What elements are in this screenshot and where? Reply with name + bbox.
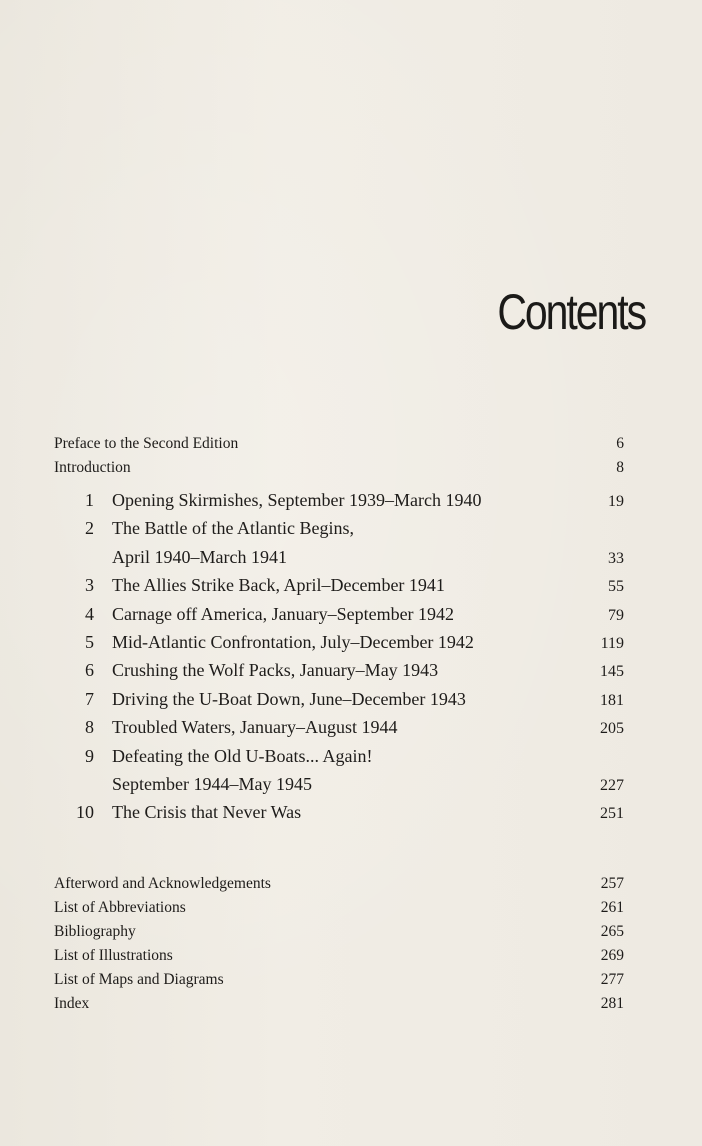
chapter-number: 2: [85, 518, 94, 539]
chapter-page-number: 227: [600, 776, 624, 794]
chapter-number: 3: [85, 575, 94, 596]
chapter-title-line: The Battle of the Atlantic Begins,: [112, 518, 354, 539]
back-matter-entry: [54, 896, 624, 920]
chapter-entry: [54, 571, 624, 599]
chapter-entry: [54, 514, 624, 571]
chapter-number: 5: [85, 631, 94, 652]
chapter-entry: [54, 600, 624, 628]
chapter-title-line: The Crisis that Never Was: [112, 802, 302, 823]
back-matter-entry: [54, 968, 624, 992]
chapter-title-line: The Allies Strike Back, April–December 1941: [112, 575, 445, 596]
chapter-title-line: September 1944–May 1945: [112, 773, 312, 794]
entry-title: Index: [54, 995, 90, 1012]
chapter-title-line: Defeating the Old U-Boats... Again!: [112, 745, 373, 766]
chapter-title-line: April 1940–March 1941: [112, 546, 287, 567]
chapter-page-number: 33: [608, 549, 624, 567]
chapter-number: 7: [85, 688, 94, 709]
entry-page-number: 8: [616, 459, 624, 476]
chapter-number: 1: [85, 490, 94, 510]
chapter-entry: [54, 656, 624, 684]
contents-heading: Contents: [497, 284, 646, 340]
entry-page-number: 277: [600, 971, 624, 988]
chapter-title-line: Opening Skirmishes, September 1939–March 1940: [112, 490, 482, 510]
entry-title: List of Abbreviations: [54, 899, 186, 916]
chapter-number: 4: [85, 603, 94, 624]
back-matter-entry: [54, 992, 624, 1016]
chapter-page-number: 119: [600, 634, 624, 652]
back-matter-entry: [54, 944, 624, 968]
front-matter-entry: [54, 432, 624, 456]
chapter-number: 9: [85, 745, 94, 766]
chapter-title-line: Carnage off America, January–September 1942: [112, 603, 455, 624]
chapter-number: 10: [76, 802, 94, 823]
entry-page-number: 281: [600, 995, 624, 1012]
entry-title: List of Maps and Diagrams: [54, 971, 224, 988]
front-matter-list: [54, 432, 624, 480]
entry-page-number: 269: [600, 947, 624, 964]
entry-page-number: 265: [600, 923, 624, 940]
chapter-entry: [54, 798, 624, 826]
chapter-entry: [54, 713, 624, 741]
chapter-page-number: 79: [608, 606, 624, 624]
chapter-entry: [54, 742, 624, 799]
chapter-entry: [54, 685, 624, 713]
chapter-title-line: Troubled Waters, January–August 1944: [112, 717, 398, 738]
entry-page-number: 6: [616, 435, 624, 452]
chapter-number: 6: [85, 660, 94, 681]
entry-title: List of Illustrations: [54, 947, 173, 964]
chapter-page-number: 251: [600, 805, 624, 823]
back-matter-entry: [54, 872, 624, 896]
entry-title: Bibliography: [54, 923, 136, 940]
chapter-page-number: 205: [600, 720, 624, 738]
entry-title: Introduction: [54, 459, 131, 476]
entry-page-number: 261: [600, 899, 624, 916]
entry-title: Preface to the Second Edition: [54, 435, 239, 452]
entry-page-number: 257: [600, 875, 624, 892]
chapter-entry: [54, 486, 624, 514]
chapter-list: [54, 486, 624, 827]
back-matter-entry: [54, 920, 624, 944]
front-matter-entry: [54, 456, 624, 480]
chapter-title-line: Driving the U-Boat Down, June–December 1943: [112, 688, 466, 709]
chapter-number: 8: [85, 717, 94, 738]
chapter-page-number: 19: [608, 493, 624, 510]
chapter-title-line: Mid-Atlantic Confrontation, July–December 1942: [112, 631, 474, 652]
chapter-page-number: 55: [608, 578, 624, 596]
chapter-page-number: 145: [600, 663, 624, 681]
chapter-entry: [54, 628, 624, 656]
chapter-page-number: 181: [600, 691, 624, 709]
chapter-title-line: Crushing the Wolf Packs, January–May 1943: [112, 660, 439, 681]
back-matter-list: [54, 872, 624, 1016]
entry-title: Afterword and Acknowledgements: [54, 875, 271, 892]
